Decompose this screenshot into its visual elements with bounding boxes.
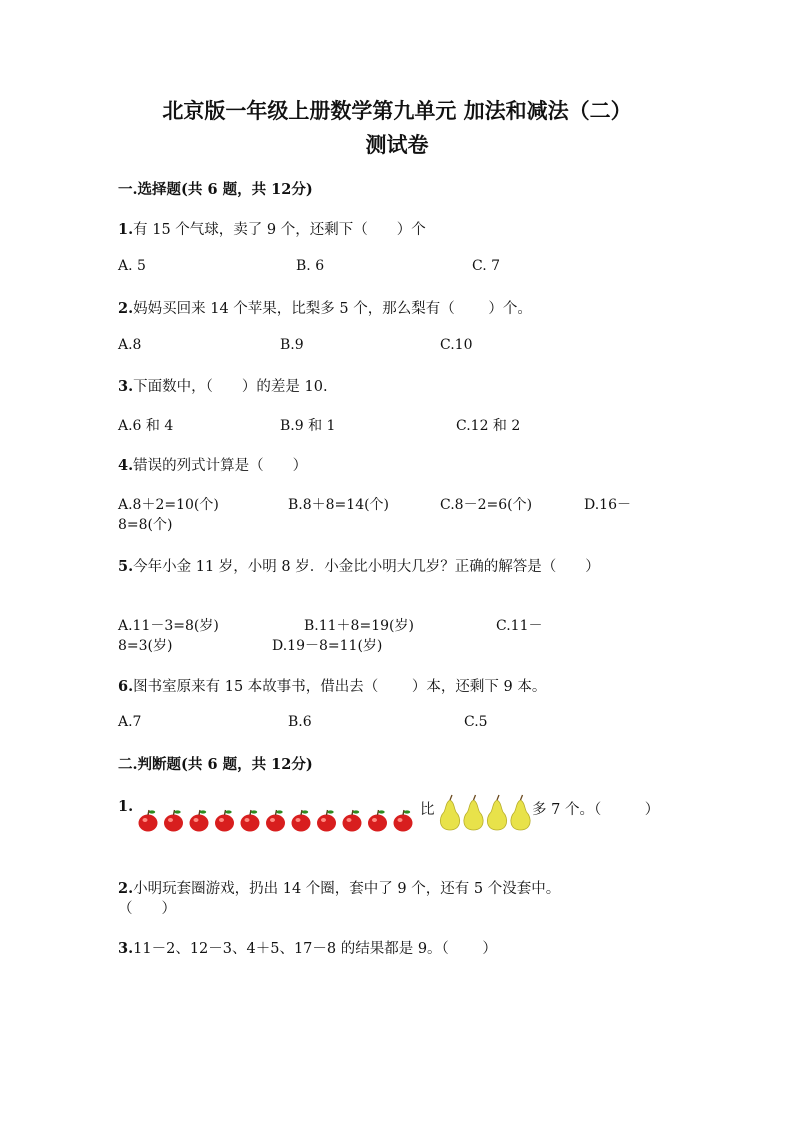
- option-a: A.6 和 4: [118, 418, 174, 434]
- question-number: 6.: [118, 678, 134, 695]
- apple-icon: [266, 810, 285, 832]
- compare-word: 比: [420, 802, 435, 818]
- option-a: A.11－3=8(岁): [118, 618, 219, 634]
- question-number: 3.: [118, 940, 134, 957]
- pear-icon: [511, 795, 530, 830]
- option-a: A. 5: [118, 258, 146, 274]
- question-6: [118, 675, 546, 696]
- apple-icon: [317, 810, 336, 832]
- option-a: A.8: [118, 337, 142, 353]
- question-number: 4.: [118, 457, 134, 474]
- page-title: 北京版一年级上册数学第九单元 加法和减法（二）: [162, 98, 632, 123]
- apples-group: [138, 808, 418, 832]
- option-b: B.6: [288, 714, 312, 730]
- question-text: 错误的列式计算是（ ）: [133, 458, 308, 474]
- judgement-2-answer-blank: （ ）: [118, 901, 176, 917]
- pear-icon: [487, 795, 506, 830]
- option-c: C.12 和 2: [456, 418, 521, 434]
- option-b: B.8＋8=14(个): [288, 497, 390, 513]
- option-c: C.8－2=6(个): [440, 497, 533, 513]
- option-d: D.19－8=11(岁): [272, 638, 383, 654]
- option-b: B.9 和 1: [280, 418, 336, 434]
- option-c-continued: 8=3(岁): [118, 638, 173, 654]
- question-number: 1.: [118, 798, 134, 815]
- question-text: 下面数中，（ ）的差是 10.: [133, 379, 328, 395]
- question-number: 1.: [118, 221, 134, 238]
- section-heading-judgement: 二.判断题(共 6 题，共 12分): [118, 756, 313, 773]
- question-number: 3.: [118, 378, 134, 395]
- question-number: 5.: [118, 558, 134, 575]
- question-number: 2.: [118, 880, 134, 897]
- option-b: B.11＋8=19(岁): [304, 618, 414, 634]
- option-d: D.16－: [584, 497, 631, 513]
- pears-group: [438, 794, 532, 832]
- question-1: [118, 218, 426, 239]
- pear-icon: [440, 795, 459, 830]
- apple-icon: [368, 810, 387, 832]
- question-text: 有 15 个气球，卖了 9 个，还剩下（ ）个: [133, 222, 426, 238]
- option-c: C. 7: [472, 258, 501, 274]
- option-b: B. 6: [296, 258, 325, 274]
- question-text: 多 7 个。（ ）: [532, 802, 660, 818]
- option-c: C.5: [464, 714, 488, 730]
- judgement-2: [118, 877, 560, 898]
- apple-icon: [241, 810, 260, 832]
- option-c: C.10: [440, 337, 473, 353]
- pear-icon: [464, 795, 483, 830]
- question-text: 今年小金 11 岁，小明 8 岁．小金比小明大几岁？正确的解答是（ ）: [133, 559, 600, 575]
- page-subtitle: 测试卷: [365, 132, 429, 157]
- section-heading-choice: 一.选择题(共 6 题，共 12分): [118, 181, 313, 198]
- option-b: B.9: [280, 337, 304, 353]
- question-text: 小明玩套圈游戏，扔出 14 个圈，套中了 9 个，还有 5 个没套中。: [133, 881, 561, 897]
- question-4: [118, 454, 307, 475]
- apple-icon: [292, 810, 311, 832]
- apple-icon: [190, 810, 209, 832]
- apple-icon: [343, 810, 362, 832]
- question-number: 2.: [118, 300, 134, 317]
- option-a: A.7: [118, 714, 142, 730]
- question-text: 11－2、12－3、4＋5、17－8 的结果都是 9。（ ）: [133, 941, 497, 957]
- option-d-continued: 8=8(个): [118, 517, 173, 533]
- apple-icon: [139, 810, 158, 832]
- question-2: [118, 297, 532, 318]
- judgement-3: [118, 937, 497, 958]
- question-text: 妈妈买回来 14 个苹果，比梨多 5 个，那么梨有（ ）个。: [133, 301, 532, 317]
- question-5: [118, 555, 600, 576]
- apple-icon: [215, 810, 234, 832]
- question-3: [118, 375, 328, 396]
- option-a: A.8＋2=10(个): [118, 497, 219, 513]
- apple-icon: [164, 810, 183, 832]
- option-c: C.11－: [496, 618, 543, 634]
- question-text: 图书室原来有 15 本故事书，借出去（ ）本，还剩下 9 本。: [133, 679, 547, 695]
- apple-icon: [394, 810, 413, 832]
